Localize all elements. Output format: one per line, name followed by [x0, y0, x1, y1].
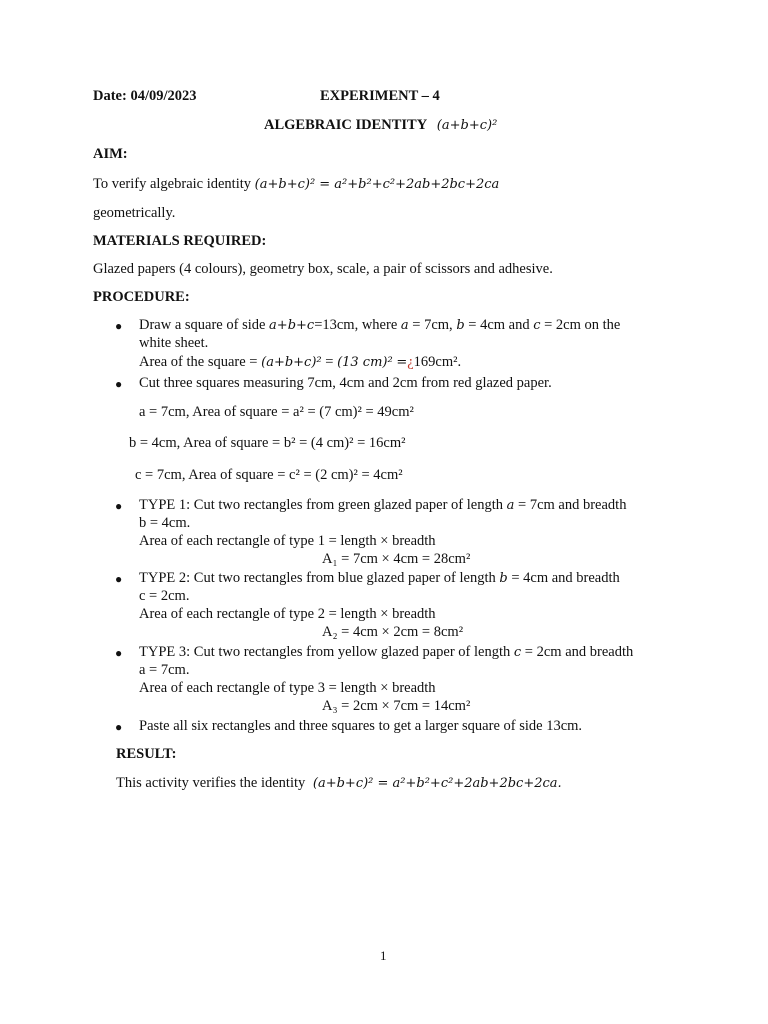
step1-text-e: = 2cm on the	[544, 317, 621, 333]
page-number: 1	[380, 948, 387, 963]
step1-text-a: Draw a square of side	[139, 317, 266, 333]
materials-text: Glazed papers (4 colours), geometry box, scale, a pair of scissors and adhesive.	[93, 261, 553, 277]
step1-area-value: 169cm².	[413, 354, 462, 370]
step1-text-d: = 4cm and	[468, 317, 530, 333]
type1-text-b: = 7cm and breadth	[518, 497, 627, 513]
date-label: Date: 04/09/2023	[93, 88, 197, 104]
final-step-text: Paste all six rectangles and three squares to get a larger square of side 13cm.	[139, 718, 583, 734]
type1-line-3: Area of each rectangle of type 1 = length × breadth	[139, 533, 436, 549]
square-c-line: c = 7cm, Area of square = c² = (2 cm)² = 4cm²	[135, 467, 403, 483]
type1-line-2: b = 4cm.	[139, 515, 191, 531]
result-line	[116, 775, 562, 792]
step1-expr: a+b+c	[269, 318, 315, 333]
type2-line-3: Area of each rectangle of type 2 = length × breadth	[139, 606, 436, 622]
var-b: b	[456, 318, 465, 333]
type3-line-2: a = 7cm.	[139, 662, 190, 678]
experiment-number: EXPERIMENT – 4	[320, 88, 440, 104]
document-title	[264, 117, 497, 134]
bullet-icon: ●	[115, 377, 123, 391]
stray-glyph: ¿	[407, 354, 414, 370]
aim-prefix: To verify algebraic identity	[93, 176, 252, 192]
step1-area-expr2: (13 cm)²	[337, 355, 393, 370]
step1-text-c: = 7cm,	[412, 317, 453, 333]
bullet-icon: ●	[115, 646, 123, 660]
var-c: c	[513, 645, 522, 660]
materials-heading: MATERIALS REQUIRED:	[93, 233, 267, 249]
var-b: b	[499, 571, 508, 586]
bullet-icon: ●	[115, 319, 123, 333]
type2-line-1	[139, 570, 620, 587]
type2-text-b: = 4cm and breadth	[511, 570, 620, 586]
type3-line-3: Area of each rectangle of type 3 = length × breadth	[139, 680, 436, 696]
result-heading: RESULT:	[116, 746, 177, 762]
step1-line-3: Area of the square = (a+b+c)² = (13 cm)² =¿169cm².	[139, 354, 462, 370]
var-c: c	[533, 318, 541, 333]
aim-identity: (a+b+c)² = a²+b²+c²+2ab+2bc+2ca	[254, 177, 500, 192]
bullet-icon: ●	[115, 499, 123, 513]
square-a-line: a = 7cm, Area of square = a² = (7 cm)² = 49cm²	[139, 404, 414, 420]
procedure-heading: PROCEDURE:	[93, 289, 190, 305]
title-text: ALGEBRAIC IDENTITY	[264, 117, 428, 133]
type2-text-a: TYPE 2: Cut two rectangles from blue glazed paper of length	[139, 570, 496, 586]
result-identity: (a+b+c)² = a²+b²+c²+2ab+2bc+2ca.	[312, 776, 562, 791]
step1-text-b: =13cm, where	[314, 317, 398, 333]
type1-text-a: TYPE 1: Cut two rectangles from green glazed paper of length	[139, 497, 503, 513]
step1-line-2: white sheet.	[139, 335, 209, 351]
title-formula: (a+b+c)²	[436, 118, 498, 133]
type3-text-b: = 2cm and breadth	[524, 644, 634, 660]
aim-line-1	[93, 176, 499, 193]
type1-line-1	[139, 497, 626, 514]
type3-line-4: A₃ = 2cm × 7cm = 14cm²	[322, 698, 471, 714]
bullet-icon: ●	[115, 572, 123, 586]
type2-line-4: A₂ = 4cm × 2cm = 8cm²	[322, 624, 464, 640]
step2-text: Cut three squares measuring 7cm, 4cm and 2cm from red glazed paper.	[139, 375, 552, 391]
var-a: a	[400, 318, 409, 333]
type3-line-1	[139, 644, 633, 661]
type1-line-4: A₁ = 7cm × 4cm = 28cm²	[322, 551, 471, 567]
aim-line-2: geometrically.	[93, 205, 176, 221]
aim-heading: AIM:	[93, 146, 128, 162]
bullet-icon: ●	[115, 720, 123, 734]
step1-area-label: Area of the square =	[139, 354, 258, 370]
type2-line-2: c = 2cm.	[139, 588, 190, 604]
var-a: a	[506, 498, 515, 513]
square-b-line: b = 4cm, Area of square = b² = (4 cm)² = 16cm²	[129, 435, 406, 451]
result-prefix: This activity verifies the identity	[116, 775, 306, 791]
step1-area-expr1: (a+b+c)²	[261, 355, 322, 370]
type3-text-a: TYPE 3: Cut two rectangles from yellow glazed paper of length	[139, 644, 511, 660]
step1-line-1	[139, 317, 620, 334]
